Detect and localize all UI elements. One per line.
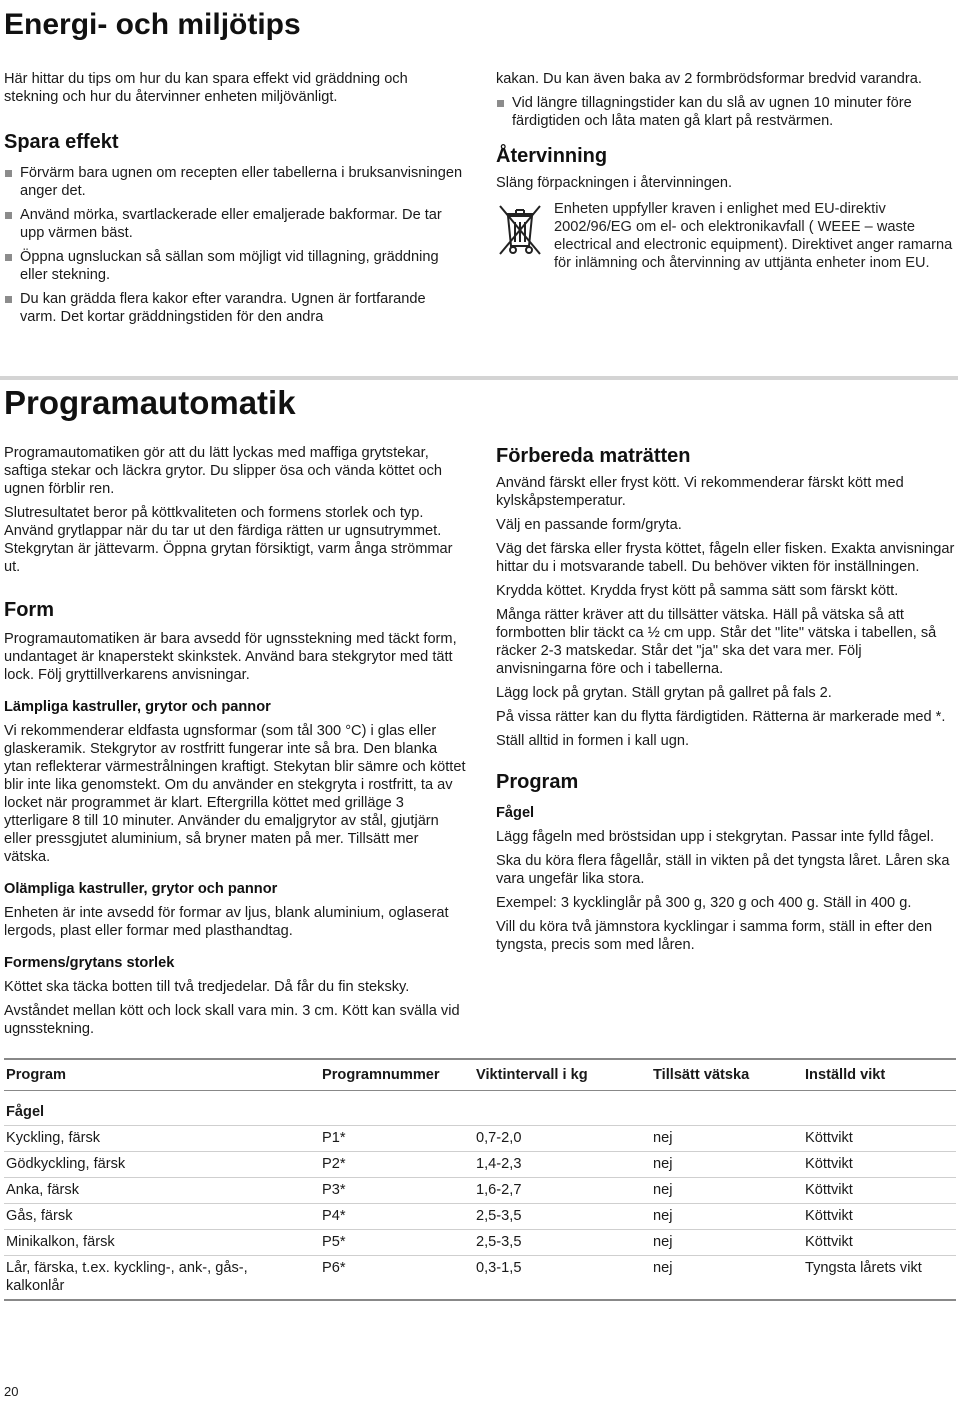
list-item: Vid längre tillagningstider kan du slå av ugnen 10 minuter före färdigtiden och låta maten gå klart på restvärmen. [496,94,956,130]
page-title: Energi- och miljötips [4,8,301,41]
weee-text: Enheten uppfyller kraven i enlighet med EU-direktiv 2002/96/EG om el- och elektronikavfall ( WEEE – waste electrical and electronic equipment). Direktivet anger ramarna för inlämning och återvinning av uttjänta enheter inom EU. [554,201,953,271]
table-cell: Köttvikt [805,1234,853,1250]
table-cell: nej [653,1260,673,1276]
storlek-heading: Formens/grytans storlek [4,955,175,971]
crossed-out-wheelie-bin-icon [496,202,544,258]
table-cell: P4* [322,1208,346,1224]
program-left-column [4,444,466,1044]
table-header: Tillsätt vätska [651,1059,803,1091]
table-cell: Gödkyckling, färsk [6,1156,126,1172]
table-cell: P3* [322,1182,346,1198]
atervinning-heading: Återvinning [496,145,608,167]
table-row [4,1152,956,1178]
program-paragraph: Vill du köra två jämnstora kycklingar i samma form, ställ in efter den tyngsta, precis som med låren. [496,919,933,953]
table-cell: nej [653,1156,673,1172]
table-cell: 0,7-2,0 [476,1130,522,1146]
intro-text: Här hittar du tips om hur du kan spara effekt vid gräddning och stekning och hur du återvinner enheten miljövänligt. [4,71,408,105]
programautomatik-title: Programautomatik [4,384,296,421]
lampliga-text: Vi rekommenderar eldfasta ugnsformar (som tål 300 °C) i glas eller glaskeramik. Stekgrytor av rostfritt fungerar inte så bra. Den blanka ytan reflekterar värmestrålningen kraftigt. Stekytan blir sämre och köttet blir inte lika genomstekt. Om du använder en stekgryta i rostfritt, ta av locket när programmet är klart. Eftergrilla köttet med grilläge 3 ytterligare 8 till 10 minuter. Använder du emaljgrytor av stål, gjutjärn eller pressgjutet aluminium, så bryner maten på mer. Tillsätt mer vätska. [4,723,466,865]
table-cell: nej [653,1130,673,1146]
table-cell: 1,4-2,3 [476,1156,522,1172]
fagel-heading: Fågel [496,805,535,821]
table-row [4,1178,956,1204]
list-item: Öppna ugnsluckan så sällan som möjligt vid tillagning, gräddning eller stekning. [4,248,466,284]
table-header-row [4,1059,956,1091]
table-row [4,1230,956,1256]
table-cell: Gås, färsk [6,1208,73,1224]
list-item: Du kan grädda flera kakor efter varandra. Ugnen är fortfarande varm. Det kortar gräddningstiden för den andra [4,290,466,326]
storlek-paragraph: Köttet ska täcka botten till två tredjedelar. Då får du fin steksky. [4,979,410,995]
table-cell: Minikalkon, färsk [6,1234,115,1250]
table-cell: Lår, färska, t.ex. kyckling-, ank-, gås-, kalkonlår [6,1260,248,1294]
lampliga-heading: Lämpliga kastruller, grytor och pannor [4,699,271,715]
intro-paragraph: Slutresultatet beror på köttkvaliteten och formens storlek och typ. Använd grytlappar när du tar ut den färdiga rätten ur ugnsutrymmet. Stekgrytan är jättevarm. Öppna grytan försiktigt, varm ånga strömmar ut. [4,505,453,575]
table-cell: Anka, färsk [6,1182,79,1198]
table-row [4,1204,956,1230]
section-divider [0,376,958,380]
forbereda-paragraph: Många rätter kräver att du tillsätter vätska. Häll på vätska så att formbotten blir täckt ca ½ cm upp. Står det "lite" vätska i tabellen, så räcker 2-3 matskedar. Står det "ja" ska det vara mer. Följ anvisningarna före och i tabellerna. [496,607,937,677]
table-cell: Köttvikt [805,1156,853,1172]
table-cell: 0,3-1,5 [476,1260,522,1276]
program-table-wrapper [4,1058,956,1301]
spara-effekt-list-continued [496,94,956,130]
table-cell: Köttvikt [805,1130,853,1146]
form-text: Programautomatiken är bara avsedd för ugnsstekning med täckt form, undantaget är knaperstekt skinkstek. Använd bara stekgrytor med tätt lock. Följ gryttillverkarens anvisningar. [4,631,457,683]
program-paragraph: Lägg fågeln med bröstsidan upp i stekgrytan. Passar inte fylld fågel. [496,829,935,845]
list-item-continued: kakan. Du kan även baka av 2 formbrödsformar bredvid varandra. [496,71,922,87]
table-cell: Köttvikt [805,1208,853,1224]
table-header: Viktintervall i kg [474,1059,651,1091]
table-group-label: Fågel [6,1104,45,1120]
table-cell: nej [653,1208,673,1224]
program-heading: Program [496,771,579,793]
spara-effekt-heading: Spara effekt [4,131,119,153]
olampliga-heading: Olämpliga kastruller, grytor och pannor [4,881,278,897]
table-cell: P5* [322,1234,346,1250]
forbereda-paragraph: Använd färskt eller fryst kött. Vi rekommenderar färskt kött med kylskåpstemperatur. [496,475,904,509]
list-item: Använd mörka, svartlackerade eller emaljerade bakformar. De tar upp värmen bäst. [4,206,466,242]
table-header: Program [4,1059,320,1091]
form-heading: Form [4,599,54,621]
table-cell: P6* [322,1260,346,1276]
page-number: 20 [4,1384,19,1399]
olampliga-text: Enheten är inte avsedd för formar av ljus, blank aluminium, oglaserat lergods, plast eller formar med plasthandtag. [4,905,449,939]
table-row [4,1126,956,1152]
forbereda-paragraph: Väg det färska eller frysta köttet, fågeln eller fisken. Exakta anvisningar hittar du i motsvarande tabell. Du behöver vikten för inställningen. [496,541,955,575]
forbereda-heading: Förbereda maträtten [496,445,691,467]
table-group-row [4,1091,956,1126]
weee-block [496,200,956,272]
program-table [4,1058,956,1301]
program-paragraph: Exempel: 3 kycklinglår på 300 g, 320 g och 400 g. Ställ in 400 g. [496,895,912,911]
table-cell: 2,5-3,5 [476,1234,522,1250]
energy-left-column [4,70,466,332]
table-cell: nej [653,1234,673,1250]
program-paragraph: Ska du köra flera fågellår, ställ in vikten på det tyngsta låret. Låren ska vara ungefär lika stora. [496,853,950,887]
table-cell: 2,5-3,5 [476,1208,522,1224]
storlek-paragraph: Avståndet mellan kött och lock skall vara min. 3 cm. Kött kan svälla vid ugnsstekning. [4,1003,460,1037]
table-header: Programnummer [320,1059,474,1091]
program-right-column [496,444,956,960]
table-cell: Tyngsta lårets vikt [805,1260,922,1276]
list-item: Förvärm bara ugnen om recepten eller tabellerna i bruksanvisningen anger det. [4,164,466,200]
table-cell: Köttvikt [805,1182,853,1198]
spara-effekt-list [4,164,466,326]
forbereda-paragraph: Ställ alltid in formen i kall ugn. [496,733,690,749]
forbereda-paragraph: På vissa rätter kan du flytta färdigtiden. Rätterna är markerade med *. [496,709,946,725]
forbereda-paragraph: Välj en passande form/gryta. [496,517,682,533]
table-cell: Kyckling, färsk [6,1130,101,1146]
forbereda-paragraph: Lägg lock på grytan. Ställ grytan på gallret på fals 2. [496,685,832,701]
forbereda-paragraph: Krydda köttet. Krydda fryst kött på samma sätt som färskt kött. [496,583,899,599]
table-cell: P2* [322,1156,346,1172]
intro-paragraph: Programautomatiken gör att du lätt lyckas med maffiga grytstekar, saftiga stekar och läckra grytor. Du slipper ösa och vända köttet och ugnen förblir ren. [4,445,443,497]
table-cell: P1* [322,1130,346,1146]
table-header: Inställd vikt [803,1059,956,1091]
atervinning-text: Släng förpackningen i återvinningen. [496,175,733,191]
table-row [4,1256,956,1301]
table-cell: nej [653,1182,673,1198]
table-cell: 1,6-2,7 [476,1182,522,1198]
energy-right-column [496,70,956,272]
